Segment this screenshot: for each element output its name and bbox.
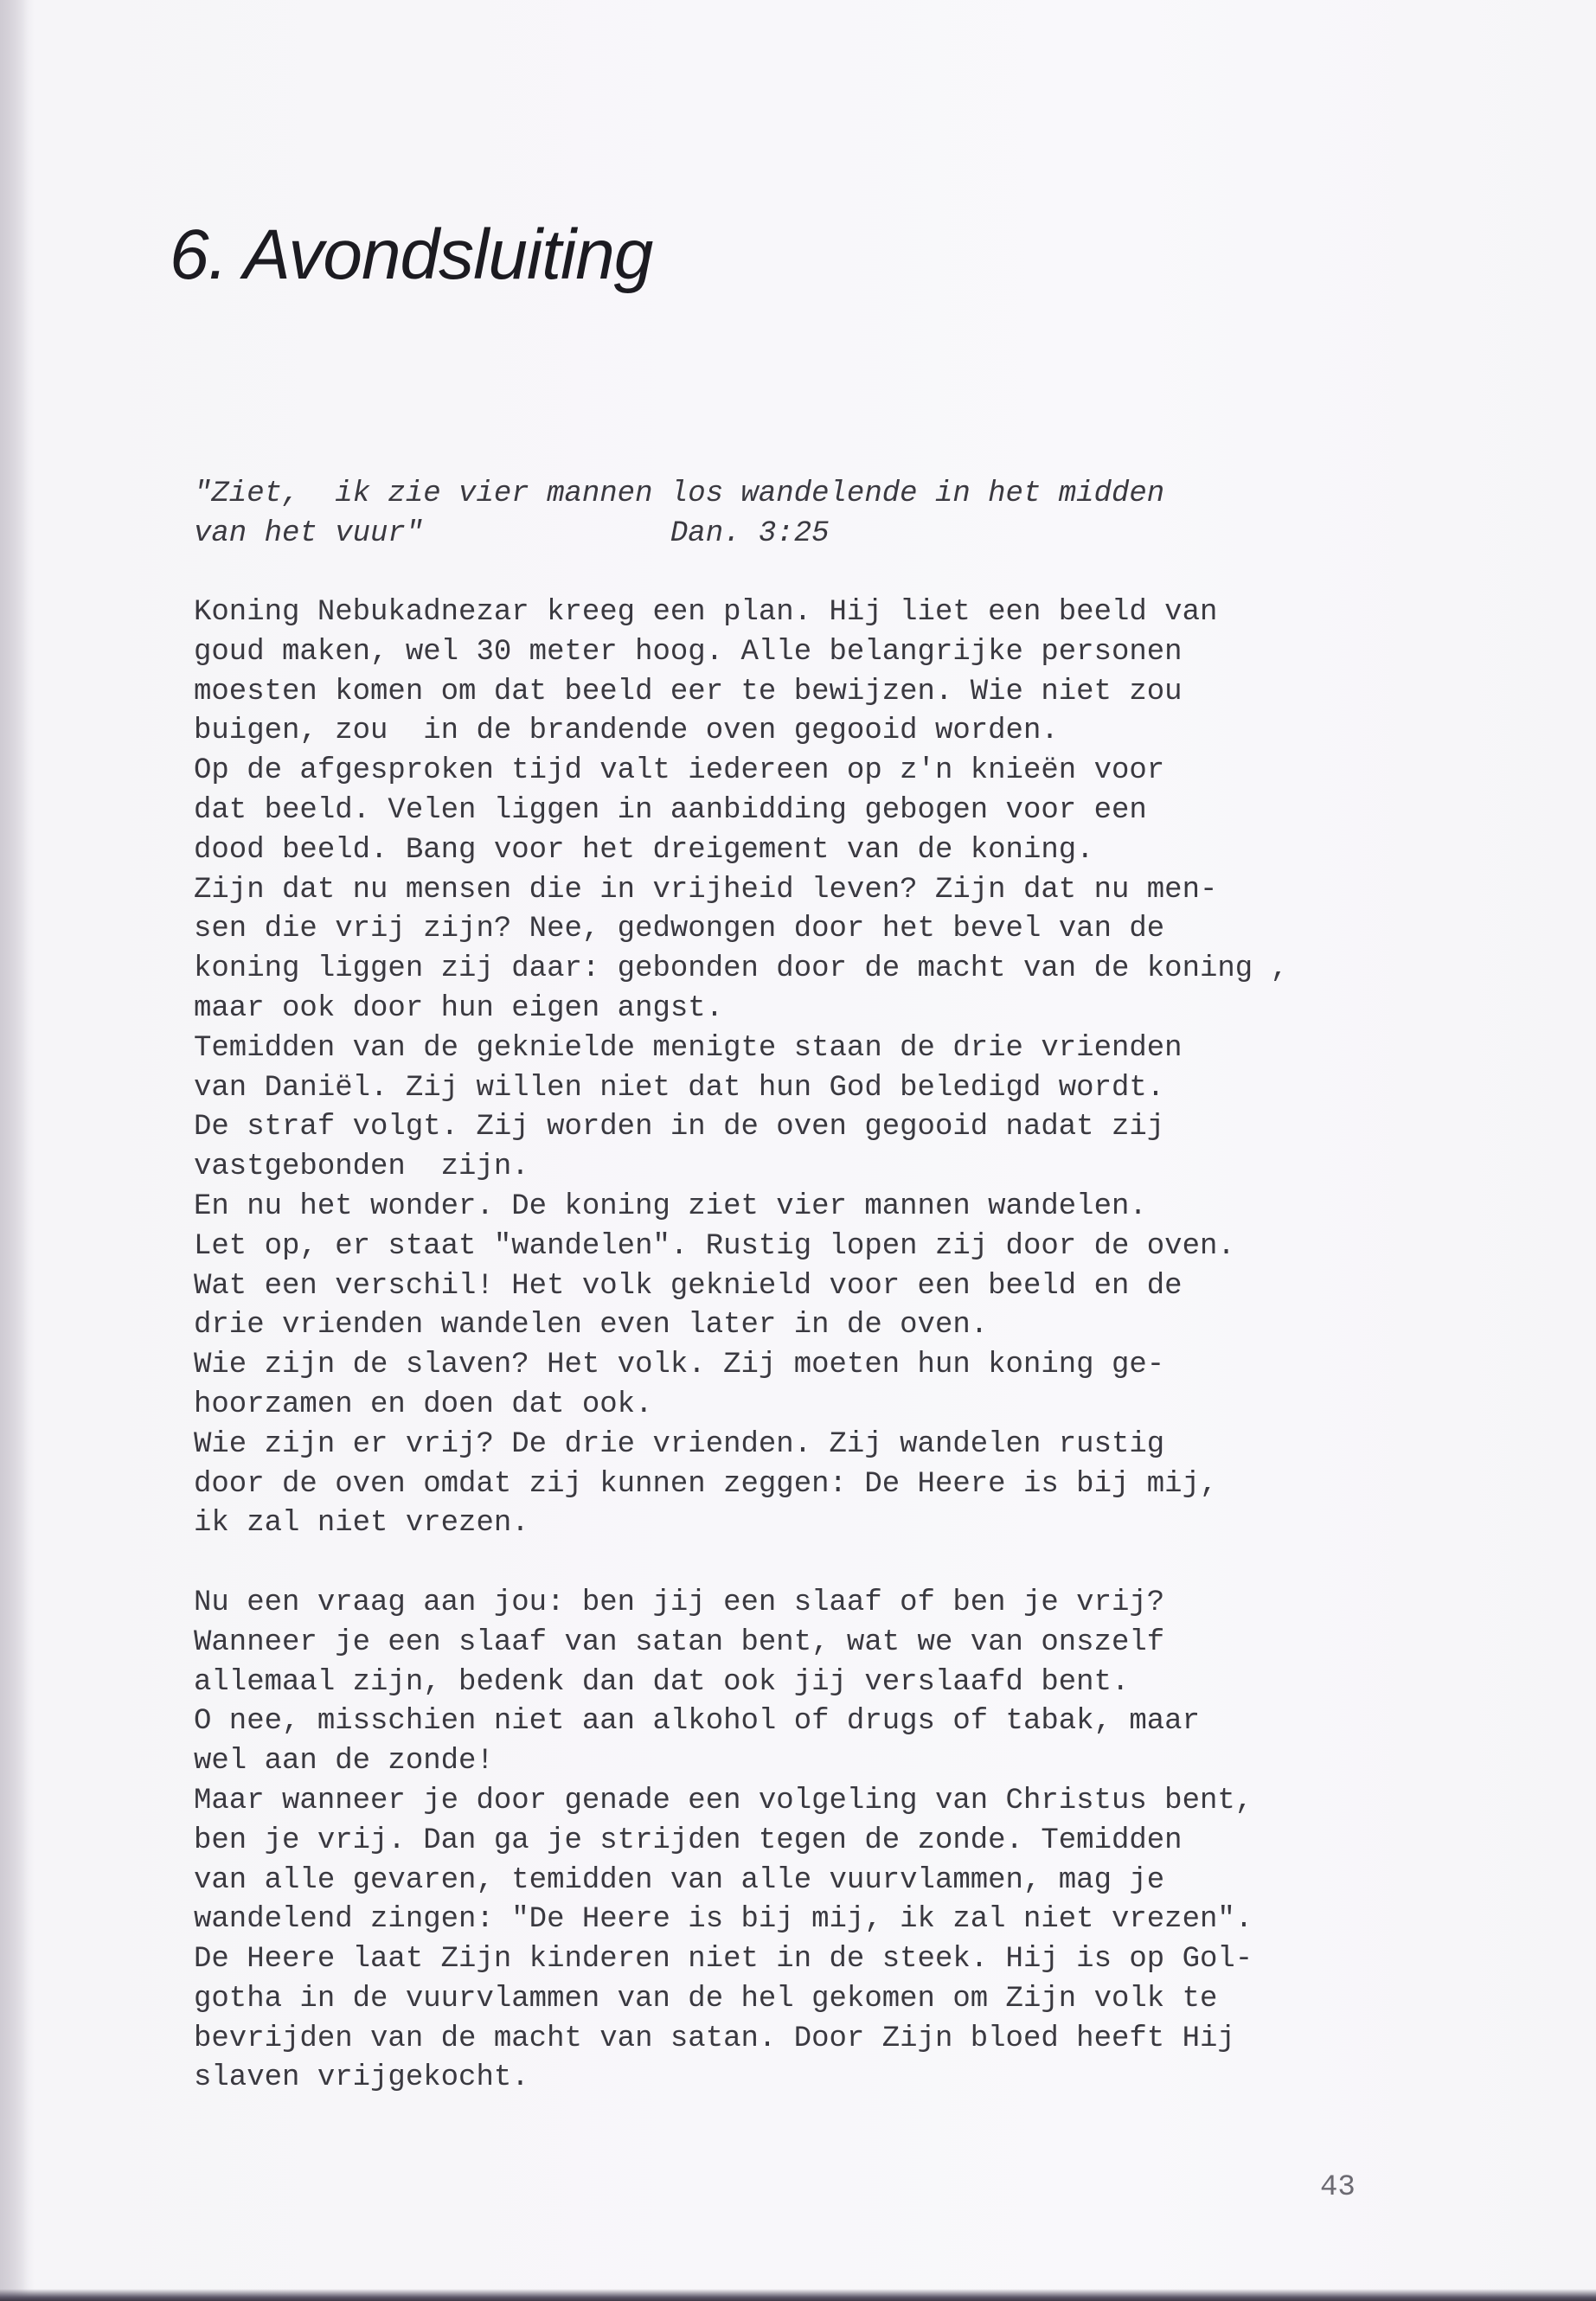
spine-shadow [0,0,28,2301]
body-line: Koning Nebukadnezar kreeg een plan. Hij liet een beeld van [194,596,1218,629]
body-line: allemaal zijn, bedenk dan dat ook jij verslaafd bent. [194,1665,1130,1699]
verse-line: van het vuur" Dan. 3:25 [194,517,830,550]
body-line: De straf volgt. Zij worden in de oven gegooid nadat zij [194,1111,1165,1144]
body-line: Zijn dat nu mensen die in vrijheid leven? Zijn dat nu men- [194,873,1218,907]
body-line: Let op, er staat "wandelen". Rustig lopen zij door de oven. [194,1229,1235,1263]
body-line: drie vrienden wandelen even later in de oven. [194,1309,989,1343]
body-line: maar ook door hun eigen angst. [194,991,724,1025]
body-line: hoorzamen en doen dat ook. [194,1388,653,1421]
page-number: 43 [1320,2171,1356,2204]
body-line: Op de afgesproken tijd valt iedereen op z'n knieën voor [194,754,1165,788]
body-line: vastgebonden zijn. [194,1150,529,1184]
verse-line: "Ziet, ik zie vier mannen los wandelende in het midden [194,478,1165,510]
body-line: dat beeld. Velen liggen in aanbidding gebogen voor een [194,793,1147,827]
body-line: moesten komen om dat beeld eer te bewijzen. Wie niet zou [194,675,1183,708]
body-line: Wie zijn de slaven? Het volk. Zij moeten hun koning ge- [194,1349,1165,1382]
body-line: Temidden van de geknielde menigte staan de drie vrienden [194,1031,1183,1065]
body-line: slaven vrijgekocht. [194,2061,529,2095]
body-line: van alle gevaren, temidden van alle vuurvlammen, mag je [194,1863,1165,1897]
body-line: goud maken, wel 30 meter hoog. Alle belangrijke personen [194,635,1183,669]
body-line: wandelend zingen: "De Heere is bij mij, ik zal niet vrezen". [194,1903,1253,1937]
page-bottom-edge [0,2289,1596,2301]
chapter-heading: 6. Avondsluiting [170,215,653,294]
body-line: van Daniël. Zij willen niet dat hun God beledigd wordt. [194,1071,1165,1105]
body-line: bevrijden van de macht van satan. Door Zijn bloed heeft Hij [194,2022,1235,2055]
body-line: ben je vrij. Dan ga je strijden tegen de zonde. Temidden [194,1823,1183,1857]
body-text [194,593,1288,2099]
body-line: Wat een verschil! Het volk geknield voor een beeld en de [194,1269,1183,1303]
scripture-verse [194,474,1164,554]
body-line: dood beeld. Bang voor het dreigement van de koning. [194,833,1094,867]
body-line: ik zal niet vrezen. [194,1507,529,1541]
body-line: gotha in de vuurvlammen van de hel gekomen om Zijn volk te [194,1982,1218,2016]
body-line: Wanneer je een slaaf van satan bent, wat we van onszelf [194,1625,1165,1659]
body-line: buigen, zou in de brandende oven gegooid worden. [194,715,1059,748]
body-line: De Heere laat Zijn kinderen niet in de steek. Hij is op Gol- [194,1943,1253,1977]
body-line: Nu een vraag aan jou: ben jij een slaaf of ben je vrij? [194,1586,1165,1619]
body-line: Wie zijn er vrij? De drie vrienden. Zij wandelen rustig [194,1427,1165,1461]
body-line: wel aan de zonde! [194,1745,494,1779]
body-line: door de oven omdat zij kunnen zeggen: De Heere is bij mij, [194,1467,1218,1501]
body-line: sen die vrij zijn? Nee, gedwongen door het bevel van de [194,913,1165,946]
body-line: O nee, misschien niet aan alkohol of drugs of tabak, maar [194,1705,1200,1739]
body-line: koning liggen zij daar: gebonden door de macht van de koning , [194,952,1289,986]
body-line: Maar wanneer je door genade een volgeling van Christus bent, [194,1784,1253,1817]
body-line: En nu het wonder. De koning ziet vier mannen wandelen. [194,1189,1147,1223]
